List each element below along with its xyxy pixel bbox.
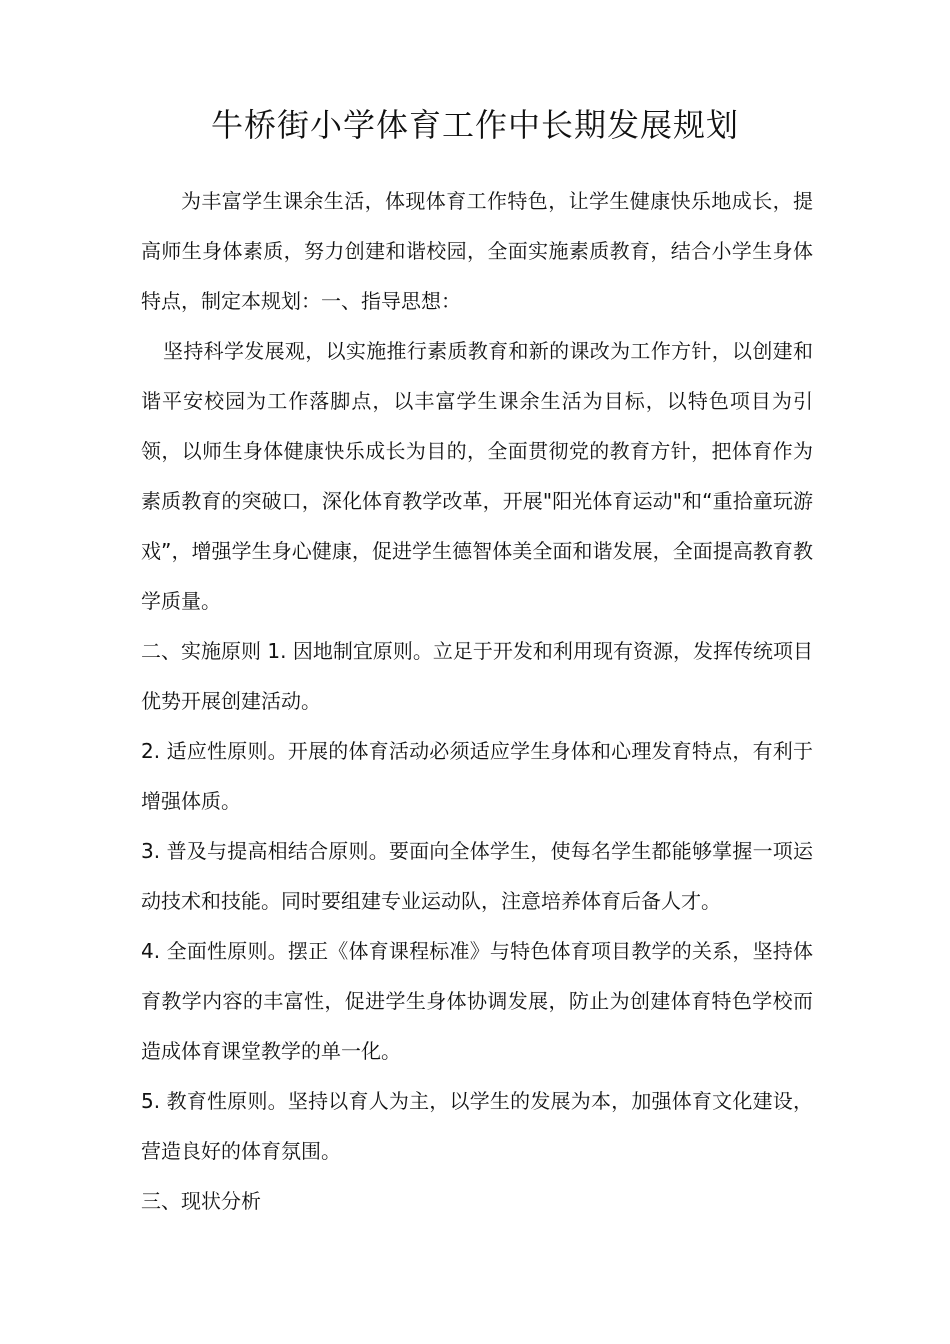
section-3-heading: 三、现状分析 [141, 1189, 261, 1213]
principle-5-paragraph: 5. 教育性原则。坚持以育人为主，以学生的发展为本，加强体育文化建设，营造良好的体育氛围。 [141, 1089, 813, 1163]
guiding-ideology-paragraph: 坚持科学发展观，以实施推行素质教育和新的课改为工作方针，以创建和谐平安校园为工作落脚点，以丰富学生课余生活为目标，以特色项目为引领，以师生身体健康快乐成长为目的，全面贯彻党的教育方针，把体育作为素质教育的突破口，深化体育教学改革，开展"阳光体育运动"和“重拾童玩游戏”，增强学生身心健康，促进学生德智体美全面和谐发展，全面提高教育教学质量。 [141, 339, 813, 613]
document-body [141, 176, 813, 1226]
document-title: 牛桥街小学体育工作中长期发展规划 [210, 106, 739, 144]
principle-3-paragraph: 3. 普及与提高相结合原则。要面向全体学生，使每名学生都能够掌握一项运动技术和技能。同时要组建专业运动队，注意培养体育后备人才。 [141, 839, 813, 913]
principle-1-paragraph: 二、实施原则 1. 因地制宜原则。立足于开发和利用现有资源，发挥传统项目优势开展创建活动。 [141, 639, 813, 713]
principle-2-paragraph: 2. 适应性原则。开展的体育活动必须适应学生身体和心理发育特点，有利于增强体质。 [141, 739, 813, 813]
intro-paragraph: 为丰富学生课余生活，体现体育工作特色，让学生健康快乐地成长，提高师生身体素质，努力创建和谐校园，全面实施素质教育，结合小学生身体特点，制定本规划：一、指导思想： [141, 189, 813, 313]
principle-4-paragraph: 4. 全面性原则。摆正《体育课程标准》与特色体育项目教学的关系，坚持体育教学内容的丰富性，促进学生身体协调发展，防止为创建体育特色学校而造成体育课堂教学的单一化。 [141, 939, 813, 1063]
